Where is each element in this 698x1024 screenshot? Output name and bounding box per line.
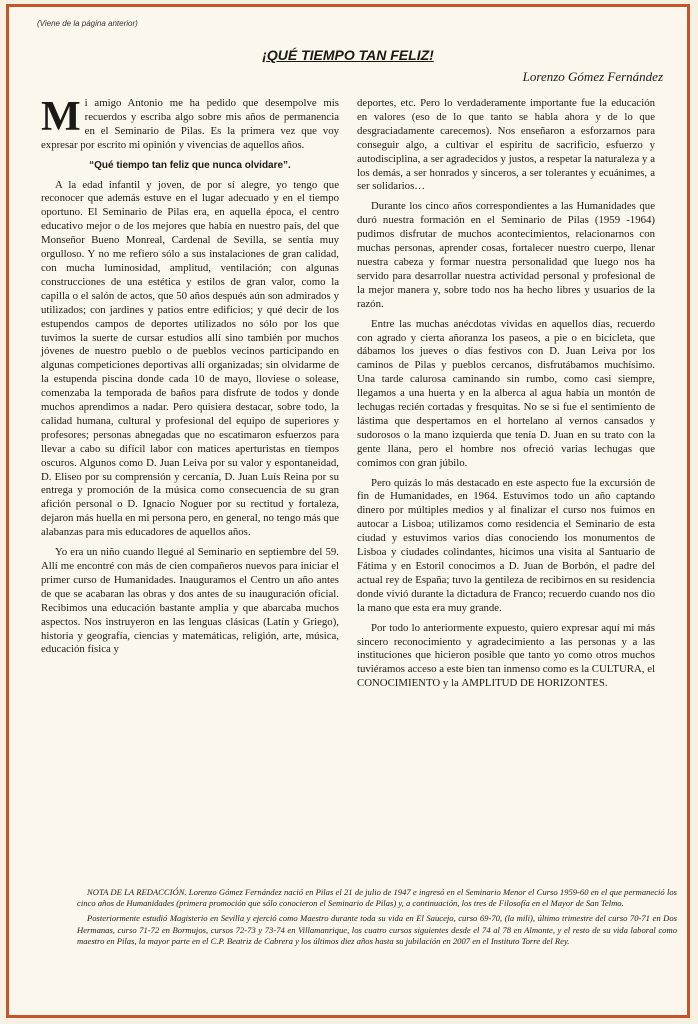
paragraph: A la edad infantil y joven, de por sí alegre, yo tengo que reconocer que además estuve en el lugar adecuado y en el tiempo oportuno. El Seminario de Pilas era, en aquella época, el centro educativo mejor o de los mejores que había en nuestro país, del que Monseñor Bueno Monreal, Cardenal de Sevilla, se sentía muy orgulloso. Y no me refiero sólo a sus instalaciones de gran calidad, con mucha luminosidad, amplitud, ventilación; con algunas construcciones de una estética y estilos de gran valor, como la capilla o el salón de actos, que 50 años después aún son admirados y utilizados; con jardines y patios entre edificios; y qué decir de los estupendos campos de deportes utilizados no sólo por los que tuvimos la suerte de cursar estudios allí sino también por muchos jóvenes de nuestro pueblo o de pueblos vecinos participando en algunas competiciones deportivas allí organizadas; sin olvidarme de la estupenda piscina donde cada 10 de mayo, lloviese o solease, comenzaba la temporada de baños para disfrute de todos y donde muchos aprendimos a nadar. Pero quisiera destacar, sobre todo, la calidad humana, cultural y profesional del equipo de superiores y profesores; personas abnegadas que no escatimaron esfuerzos para llevar a cabo su difícil labor con matices aperturistas en tiempos oscuros. Algunos como D. Juan Leiva por su valor y espontaneidad, D. Eliseo por su comprensión y cercanía, D. Juan Luís Reina por su entrega y promoción de la música como consecuencia de su gran afición personal o D. Ignacio Noguer por su rectitud y fortaleza, dejaron más huella en mi persona pero, en general, no tengo más que alabanzas para mis educadores de aquellos años. xyxy=(41,178,340,539)
emphasis-cultura: CULTURA xyxy=(591,663,642,676)
paragraph-text: i amigo Antonio me ha pedido que desempolve mis recuerdos y escriba algo sobre mis años de permanencia en el Seminario de Pilas. Es la primera vez que voy expresar por escrito mi opinión y vivencias de aquellos años. xyxy=(41,97,339,151)
paragraph-text: y la xyxy=(440,677,462,690)
article-page xyxy=(6,4,690,1018)
paragraph: deportes, etc. Pero lo verdaderamente importante fue la educación en valores (eso de lo que tanto se habla ahora y de lo que desgraciadamente carecemos). Nos enseñaron a esforzarnos para conseguir algo, a cultivar el espíritu de sacrificio, esfuerzo y autodisciplina, a ser agradecidos y justos, a respetar la naturaleza y a los demás, a ser honrados y sinceros, a ser tolerantes y ecuánimes, a ser solidarios… xyxy=(357,97,655,193)
left-column xyxy=(41,94,340,663)
note-paragraph: Posteriormente estudió Magisterio en Sevilla y ejerció como Maestro durante toda su vida en El Saucejo, curso 69-70, (la mili), último trimestre del curso 70-71 en Dos Hermanas, curso 71-72 en Bormujos, cursos 72-73 y 73-74 en Villamanrique, los cuatro cursos siguientes desde el 74 al 78 en Almonte, y el resto de su vida laboral como maestro en Pilas, la mayor parte en el C.P. Beatriz de Cabrera y los últimos diez años hasta su jubilación en 2007 en el Instituto Torre del Rey. xyxy=(77,913,677,946)
emphasis-amplitud: AMPLITUD DE HORIZONTES xyxy=(461,677,605,690)
paragraph-text: Por todo lo anteriormente expuesto, quiero expresar aquí mi más sincero reconocimiento y agradecimiento a las personas y a las instituciones que hicieron posible que tanto yo como otros muchos tuviéramos acceso a este bien tan inmenso como es la xyxy=(357,621,655,676)
article-title: ¡QUÉ TIEMPO TAN FELIZ! xyxy=(262,47,434,63)
paragraph-text: . xyxy=(604,677,608,690)
emphasis-conocimiento: CONOCIMIENTO xyxy=(357,677,441,690)
pull-quote: “Qué tiempo tan feliz que nunca olvidare”. xyxy=(89,159,291,171)
paragraph: Pero quizás lo más destacado en este aspecto fue la excursión de fin de Humanidades, en 1964. Estuvimos todo un año captando dinero por múltiples medios y al finalizar el curso nos fuimos en autocar a Lisboa; utilizamos como residencia el Seminario de esta ciudad y estuvimos varios días conociendo los monumentos de Lisboa y ciudades colindantes, hicimos una visita al Santuario de Fátima y en Estoril conocimos a D. Juan de Borbón, el padre del actual rey de España; tuvo la gentileza de recibirnos en su residencia donde vivió durante la dictadura de Franco; recuerdo cuando nos dio la mano que esta era muy grande. xyxy=(357,476,655,614)
editorial-note xyxy=(77,887,677,951)
paragraph: Yo era un niño cuando llegué al Seminario en septiembre del 59. Allí me encontré con más de cien compañeros nuevos para iniciar el primer curso de Humanidades. Inauguramos el Centro un año antes de que se acabaran las obras y dos antes de su inauguración oficial. Recibimos una educación bastante amplia y que abarcaba muchos aspectos. Nos instruyeron en las lenguas clásicas (Latín y Griego), historia y geografía, ciencias y matemáticas, religión, arte, música, educación física y xyxy=(41,546,339,656)
note-paragraph: NOTA DE LA REDACCIÓN. Lorenzo Gómez Fernández nació en Pilas el 21 de julio de 1947 e ingresó en el Seminario Menor el Curso 1959-60 en el que permaneció los cinco años de Humanidades (primera promoción que sólo conocieron el Seminario de Pilas) y, a continuación, los tres de Filosofía en el Mayor de San Telmo. xyxy=(77,887,677,909)
paragraph xyxy=(41,94,339,153)
paragraph: Durante los cinco años correspondientes a las Humanidades que duró nuestra formación en el Seminario de Pilas (1959 -1964) pudimos disfrutar de muchos acontecimientos, relacionarnos con muchas personas, aprender cosas, fortalecer nuestro cuerpo, llenar nuestra cabeza y formar nuestra personalidad que luego nos ha servido para desarrollar nuestra actividad personal y profesional de la mejor manera y, sobre todo nos ha hecho libres y usuarios de la razón. xyxy=(357,200,655,310)
continued-note: (Viene de la página anterior) xyxy=(37,19,138,28)
right-column xyxy=(357,97,655,697)
paragraph xyxy=(357,622,655,692)
article-author: Lorenzo Gómez Fernández xyxy=(522,69,663,84)
paragraph: Entre las muchas anécdotas vividas en aquellos días, recuerdo con agrado y cierta añoranza los paseos, a pie o en bicicleta, que dábamos los jueves o días festivos con D. Juan Leiva por los caminos de Pilas y pueblos cercanos, disfrutábamos muchísimo. Una tarde calurosa caminando sin rumbo, como casi siempre, llegamos a una huerta y en la alberca al agua había un montón de lechugas recién cortadas y fresquitas. No se si fue el sentimiento de lástima que despertamos en el hortelano al vernos cansados y sudorosos o la mano izquierda que tenía D. Juan en su trato con la gente llana, pero el hombre nos ofreció varias lechugas que comimos con gran júbilo. xyxy=(357,317,655,469)
drop-cap: M xyxy=(41,94,81,140)
paragraph-text: , el xyxy=(641,663,655,676)
